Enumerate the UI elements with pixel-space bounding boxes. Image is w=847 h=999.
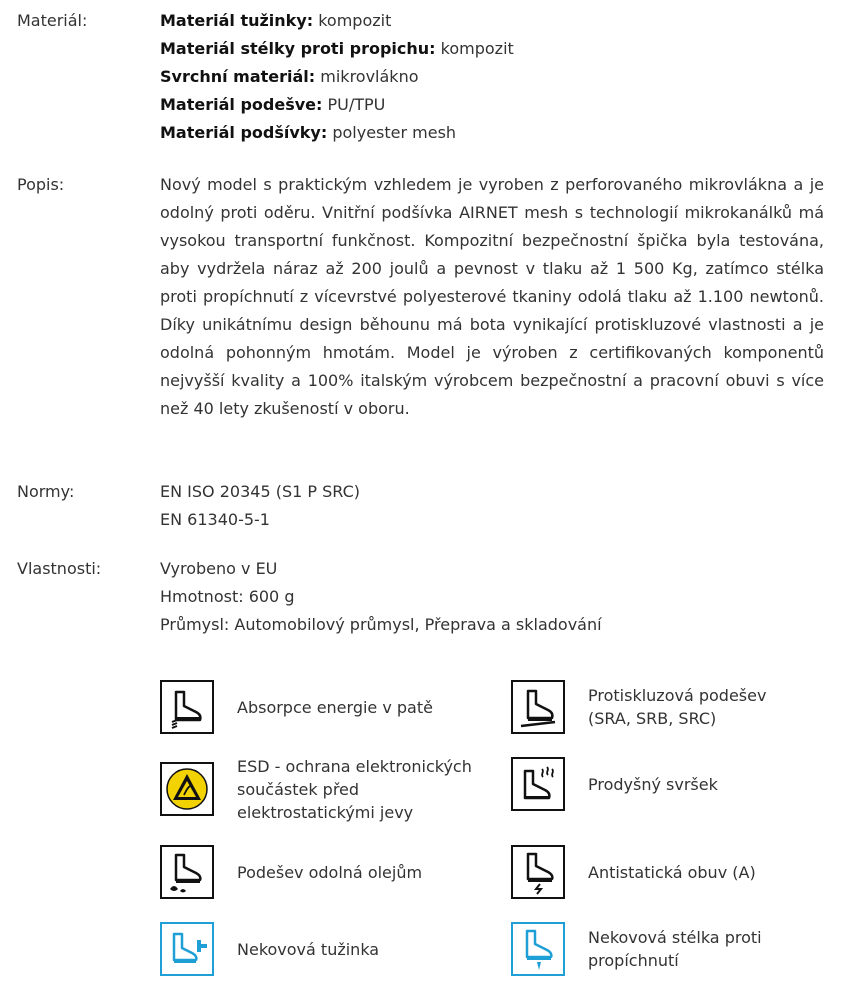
- material-item-sole: Materiál podešve: PU/TPU: [160, 95, 386, 114]
- feature-label: Antistatická obuv (A): [588, 862, 756, 882]
- description-label: Popis:: [17, 175, 65, 194]
- feature-label: Absorpce energie v patě: [237, 697, 433, 717]
- standards-values: [160, 478, 832, 534]
- property-item: Vyrobeno v EU: [160, 559, 278, 578]
- properties-values: [160, 555, 832, 639]
- material-label: Materiál:: [17, 11, 88, 30]
- feature-label: Protiskluzová podešev (SRA, SRB, SRC): [588, 686, 767, 728]
- feature-item: [511, 919, 798, 979]
- feature-label: Nekovová tužinka: [237, 939, 380, 959]
- feature-label: Podešev odolná olejům: [237, 862, 423, 882]
- feature-item: [160, 677, 457, 737]
- properties-label: Vlastnosti:: [17, 559, 102, 578]
- standards-label: Normy:: [17, 482, 75, 501]
- feature-item: [511, 754, 798, 814]
- slip-resistant-sole-icon: [511, 680, 565, 734]
- standard-item: EN ISO 20345 (S1 P SRC): [160, 482, 360, 501]
- material-item-upper: Svrchní materiál: mikrovlákno: [160, 67, 419, 86]
- oil-resistant-sole-icon: [160, 845, 214, 899]
- property-item: Hmotnost: 600 g: [160, 587, 295, 606]
- material-item-insole: Materiál stélky proti propichu: kompozit: [160, 39, 514, 58]
- feature-item: [160, 919, 457, 979]
- non-metal-insole-icon: [511, 922, 565, 976]
- breathable-upper-icon: [511, 757, 565, 811]
- feature-label: Prodyšný svršek: [588, 774, 718, 794]
- non-metal-toecap-icon: [160, 922, 214, 976]
- feature-label: Nekovová stélka proti propíchnutí: [588, 928, 762, 970]
- material-values: [160, 7, 832, 147]
- antistatic-shoe-icon: [511, 845, 565, 899]
- feature-label: ESD - ochrana elektronických součástek před elektrostatickými jevy: [237, 756, 472, 822]
- feature-item: [160, 756, 477, 822]
- heel-energy-absorption-icon: [160, 680, 214, 734]
- property-item: Průmysl: Automobilový průmysl, Přeprava a skladování: [160, 615, 602, 634]
- feature-item: [511, 677, 798, 737]
- material-item-toecap: Materiál tužinky: kompozit: [160, 11, 392, 30]
- material-item-lining: Materiál podšívky: polyester mesh: [160, 123, 457, 142]
- standard-item: EN 61340-5-1: [160, 510, 270, 529]
- description-text: Nový model s praktickým vzhledem je vyroben z perforovaného mikrovlákna a je odolný proti oděru. Vnitřní podšívka AIRNET mesh s technologií mikrokanálků má vysokou transportní funkčnost. Kompozitní bezpečnostní špička byla testována, aby vydržela náraz až 200 joulů a pevnost v tlaku až 1 500 Kg, zatímco stélka proti propíchnutí z vícevrstvé polyesterové tkaniny odolá tlaku až 1.100 newtonů. Díky unikátnímu design běhounu má bota vynikající protiskluzové vlastnosti a je odolná pohonným hmotám. Model je výroben z certifikovaných komponentů nejvyšší kvality a 100% italským výrobcem bezpečnostní a pracovní obuvi s více než 40 lety zkušeností v oboru.: [160, 175, 824, 418]
- feature-item: [160, 842, 457, 902]
- esd-warning-icon: [160, 762, 214, 816]
- feature-item: [511, 842, 798, 902]
